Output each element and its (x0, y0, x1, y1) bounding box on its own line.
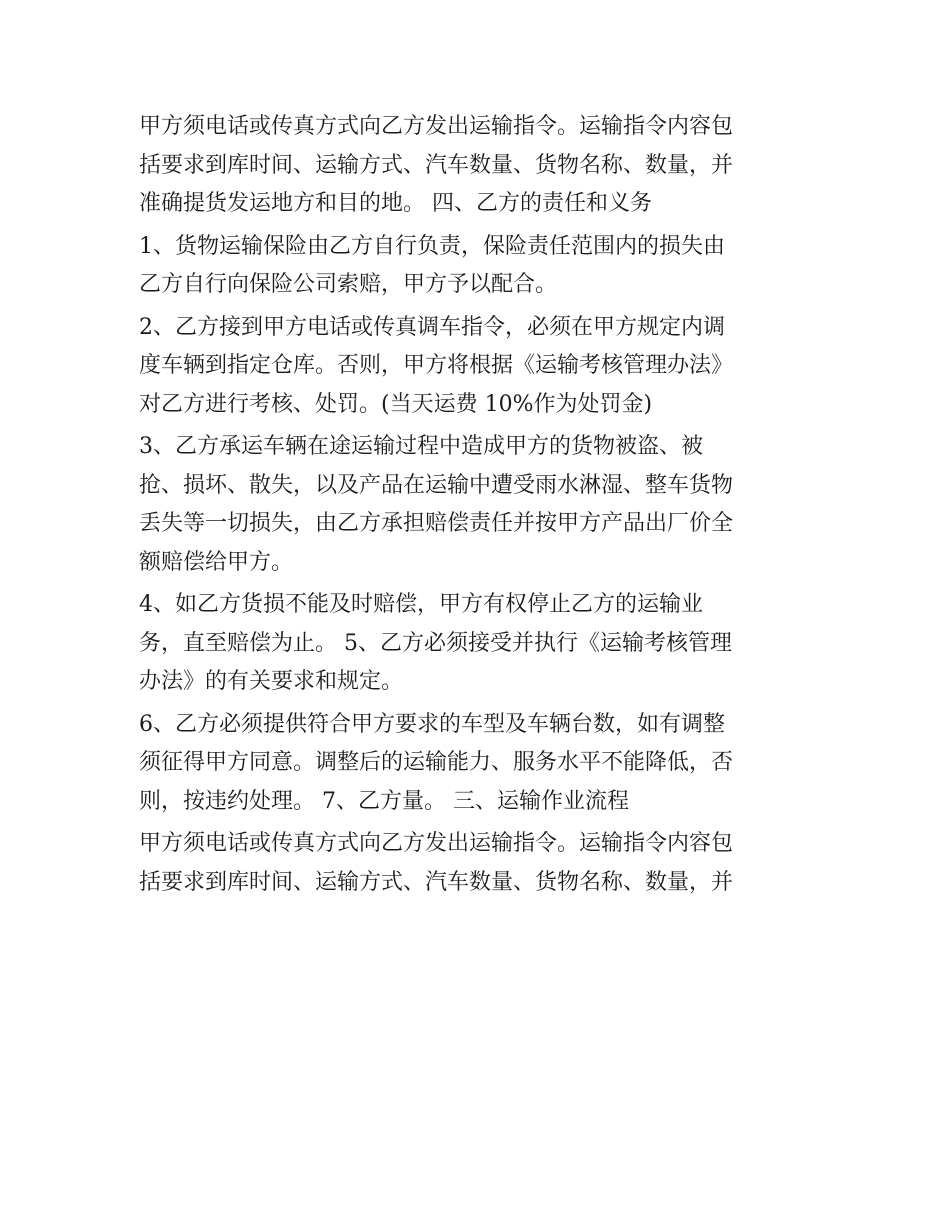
text-line: 1、货物运输保险由乙方自行负责，保险责任范围内的损失由 (139, 233, 725, 259)
text-line: 乙方自行向保险公司索赔，甲方予以配合。 (139, 272, 558, 297)
paragraph-clause-4-5 (139, 586, 819, 702)
text-line: 抢、损坏、散失，以及产品在运输中遭受雨水淋湿、整车货物 (139, 472, 734, 498)
text-line: 6、乙方必须提供符合甲方要求的车型及车辆台数，如有调整 (139, 711, 725, 737)
text-line: 甲方须电话或传真方式向乙方发出运输指令。运输指令内容包 (139, 831, 734, 856)
paragraph-clause-2 (139, 309, 819, 425)
paragraph-clause-1 (139, 228, 819, 305)
text-line: 则，按违约处理。 7、乙方量。 三、运输作业流程 (139, 788, 629, 814)
text-line: 4、如乙方货损不能及时赔偿，甲方有权停止乙方的运输业 (139, 592, 703, 617)
text-line: 度车辆到指定仓库。否则，甲方将根据《运输考核管理办法》 (139, 353, 734, 378)
paragraph-instructions (139, 108, 819, 224)
document-body (139, 108, 819, 906)
paragraph-instructions-repeat (139, 825, 819, 902)
text-line: 额赔偿给甲方。 (139, 549, 294, 575)
text-line: 务，直至赔偿为止。 5、乙方必须接受并执行《运输考核管理 (139, 630, 732, 656)
text-line: 2、乙方接到甲方电话或传真调车指令，必须在甲方规定内调 (139, 314, 725, 340)
paragraph-clause-3 (139, 428, 819, 582)
text-line: 准确提货发运地方和目的地。 四、乙方的责任和义务 (139, 191, 652, 216)
paragraph-clause-6-7 (139, 706, 819, 822)
text-line: 须征得甲方同意。调整后的运输能力、服务水平不能降低，否 (139, 750, 734, 775)
text-line: 对乙方进行考核、处罚。(当天运费 10%作为处罚金) (139, 391, 653, 417)
text-line: 丢失等一切损失，由乙方承担赔偿责任并按甲方产品出厂价全 (139, 511, 734, 536)
text-line: 括要求到库时间、运输方式、汽车数量、货物名称、数量，并 (139, 869, 734, 895)
text-line: 甲方须电话或传真方式向乙方发出运输指令。运输指令内容包 (139, 114, 734, 139)
text-line: 3、乙方承运车辆在途运输过程中造成甲方的货物被盗、被 (139, 434, 703, 459)
text-line: 办法》的有关要求和规定。 (139, 669, 404, 694)
text-line: 括要求到库时间、运输方式、汽车数量、货物名称、数量，并 (139, 152, 734, 178)
